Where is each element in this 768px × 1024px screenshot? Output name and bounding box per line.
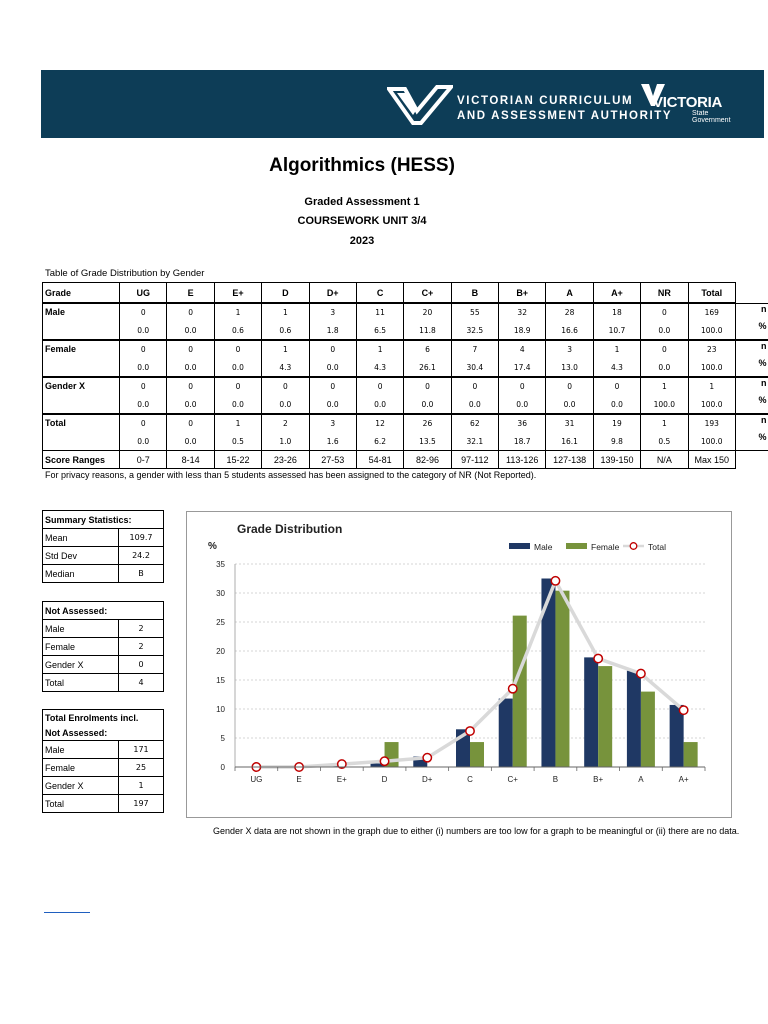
bar-female — [555, 591, 569, 767]
score-range-cell: 23-26 — [262, 451, 309, 469]
total-point — [423, 754, 431, 762]
privacy-note: For privacy reasons, a gender with less than 5 students assessed has been assigned to the category of NR (Not Reported). — [45, 470, 537, 480]
stat-label: Gender X — [43, 656, 119, 674]
count-cell: 0 — [214, 340, 261, 359]
stat-label: Median — [43, 565, 119, 583]
not-assessed-table — [42, 601, 164, 692]
count-cell: 1 — [356, 340, 403, 359]
count-cell: 0 — [451, 377, 498, 396]
stat-row — [43, 777, 164, 795]
chart-title: Grade Distribution — [237, 522, 343, 536]
summary-statistics-title: Summary Statistics: — [43, 511, 164, 529]
percent-cell: 1.6 — [309, 432, 356, 451]
count-cell: 0 — [499, 377, 546, 396]
stat-label: Male — [43, 620, 119, 638]
count-cell: 28 — [546, 303, 593, 322]
stat-value: 2 — [119, 638, 164, 656]
count-cell: 6 — [404, 340, 451, 359]
stat-row — [43, 547, 164, 565]
x-tick-label: C+ — [507, 775, 518, 784]
x-tick-label: B+ — [593, 775, 604, 784]
stat-value: 2 — [119, 620, 164, 638]
victoria-logo-sub — [692, 110, 731, 124]
percent-cell: 100.0 — [688, 395, 735, 414]
percent-cell: 13.5 — [404, 432, 451, 451]
legend-label: Male — [534, 542, 553, 552]
column-header: C+ — [404, 283, 451, 303]
percent-cell: 0.0 — [262, 395, 309, 414]
count-cell: 0 — [120, 303, 167, 322]
score-range-cell: 27-53 — [309, 451, 356, 469]
y-tick-label: 5 — [220, 734, 225, 743]
percent-cell: 11.8 — [404, 321, 451, 340]
stat-label: Total — [43, 795, 119, 813]
y-tick-label: 25 — [216, 618, 225, 627]
count-cell: 0 — [167, 340, 214, 359]
chart-y-label: % — [208, 541, 217, 552]
chart-note: Gender X data are not shown in the graph due to either (i) numbers are too low for a graph to be meaningful or (ii) there are no data. — [213, 826, 740, 836]
stat-label: Female — [43, 638, 119, 656]
count-cell: 3 — [309, 303, 356, 322]
percent-cell: 0.0 — [356, 395, 403, 414]
column-header: NR — [641, 283, 688, 303]
score-range-cell: 8-14 — [167, 451, 214, 469]
percent-cell: 0.0 — [309, 395, 356, 414]
x-tick-label: A — [638, 775, 644, 784]
count-cell: 0 — [593, 377, 640, 396]
x-tick-label: A+ — [678, 775, 689, 784]
stat-label: Gender X — [43, 777, 119, 795]
total-point — [637, 669, 645, 677]
bar-female — [598, 666, 612, 767]
stat-value: 4 — [119, 674, 164, 692]
stat-row — [43, 656, 164, 674]
row-sublabel: % — [43, 358, 768, 377]
percent-cell: 0.0 — [120, 395, 167, 414]
table-row — [43, 395, 736, 414]
count-cell: 169 — [688, 303, 735, 322]
percent-cell: 16.1 — [546, 432, 593, 451]
chart-legend — [509, 542, 666, 552]
count-cell: 11 — [356, 303, 403, 322]
count-cell: 0 — [214, 377, 261, 396]
stat-row — [43, 674, 164, 692]
x-tick-label: E — [296, 775, 302, 784]
count-cell: 20 — [404, 303, 451, 322]
row-label: Total — [43, 414, 101, 433]
percent-cell: 0.0 — [167, 321, 214, 340]
row-label: Male — [43, 303, 101, 322]
summary-statistics-table — [42, 510, 164, 583]
vcaa-logo-icon — [387, 85, 453, 125]
percent-cell: 32.1 — [451, 432, 498, 451]
count-cell: 62 — [451, 414, 498, 433]
table-caption: Table of Grade Distribution by Gender — [45, 268, 205, 279]
bar-female — [470, 742, 484, 767]
stat-value: 0 — [119, 656, 164, 674]
vcaa-name-line1: VICTORIAN CURRICULUM — [457, 95, 634, 107]
legend-label: Female — [591, 542, 620, 552]
score-range-cell: 15-22 — [214, 451, 261, 469]
percent-cell: 0.6 — [214, 321, 261, 340]
table-row — [43, 303, 736, 322]
y-tick-label: 10 — [216, 705, 225, 714]
count-cell: 0 — [309, 340, 356, 359]
x-tick-label: C — [467, 775, 473, 784]
count-cell: 1 — [688, 377, 735, 396]
percent-cell: 0.0 — [451, 395, 498, 414]
percent-cell: 100.0 — [688, 358, 735, 377]
victoria-logo-sub1: State — [692, 110, 709, 117]
legend-swatch-male — [509, 543, 530, 549]
count-cell: 1 — [593, 340, 640, 359]
percent-cell: 0.5 — [641, 432, 688, 451]
footer-link[interactable] — [44, 912, 90, 913]
stat-row — [43, 620, 164, 638]
total-point — [509, 685, 517, 693]
percent-cell: 100.0 — [641, 395, 688, 414]
percent-cell: 100.0 — [688, 432, 735, 451]
column-header: Total — [688, 283, 735, 303]
y-tick-label: 30 — [216, 589, 225, 598]
bar-male — [499, 699, 513, 767]
total-point — [380, 757, 388, 765]
column-header: E+ — [214, 283, 261, 303]
bar-female — [641, 692, 655, 767]
percent-cell: 0.0 — [167, 395, 214, 414]
percent-cell: 0.0 — [214, 395, 261, 414]
score-range-cell: 0-7 — [120, 451, 167, 469]
bar-male — [627, 671, 641, 767]
total-point — [594, 654, 602, 662]
column-header: UG — [120, 283, 167, 303]
x-tick-label: B — [552, 775, 559, 784]
bar-male — [584, 657, 598, 767]
bar-female — [684, 742, 698, 767]
count-cell: 0 — [309, 377, 356, 396]
count-cell: 0 — [356, 377, 403, 396]
total-enrolments-table — [42, 709, 164, 813]
percent-cell: 1.8 — [309, 321, 356, 340]
count-cell: 12 — [356, 414, 403, 433]
count-cell: 26 — [404, 414, 451, 433]
percent-cell: 0.0 — [120, 321, 167, 340]
stat-row — [43, 741, 164, 759]
unit-name: COURSEWORK UNIT 3/4 — [297, 215, 427, 227]
stat-label: Female — [43, 759, 119, 777]
percent-cell: 0.0 — [404, 395, 451, 414]
vcaa-name-line2: AND ASSESSMENT AUTHORITY — [457, 110, 673, 122]
count-cell: 32 — [499, 303, 546, 322]
score-range-cell: Max 150 — [688, 451, 735, 469]
row-sublabel: % — [43, 395, 768, 414]
percent-cell: 32.5 — [451, 321, 498, 340]
stat-row — [43, 529, 164, 547]
table-row — [43, 432, 736, 451]
x-tick-label: D — [381, 775, 388, 784]
column-header: D+ — [309, 283, 356, 303]
stat-value: 171 — [119, 741, 164, 759]
column-header: B+ — [499, 283, 546, 303]
count-cell: 1 — [641, 414, 688, 433]
count-cell: 19 — [593, 414, 640, 433]
percent-cell: 0.0 — [641, 321, 688, 340]
total-point — [466, 727, 474, 735]
count-cell: 18 — [593, 303, 640, 322]
row-sublabel: n — [43, 340, 768, 359]
percent-cell: 0.0 — [593, 395, 640, 414]
percent-cell: 0.0 — [546, 395, 593, 414]
count-cell: 0 — [546, 377, 593, 396]
stat-row — [43, 638, 164, 656]
count-cell: 0 — [167, 414, 214, 433]
percent-cell: 0.0 — [167, 432, 214, 451]
document-title: Algorithmics (HESS) — [269, 155, 455, 176]
percent-cell: 0.0 — [120, 432, 167, 451]
score-range-cell: 54-81 — [356, 451, 403, 469]
victoria-logo-text: VICTORIA — [653, 94, 722, 111]
stat-value: 109.7 — [119, 529, 164, 547]
table-header-row — [43, 283, 736, 303]
stat-label: Std Dev — [43, 547, 119, 565]
stat-value: 197 — [119, 795, 164, 813]
percent-cell: 4.3 — [262, 358, 309, 377]
count-cell: 55 — [451, 303, 498, 322]
percent-cell: 4.3 — [593, 358, 640, 377]
count-cell: 0 — [167, 303, 214, 322]
count-cell: 0 — [262, 377, 309, 396]
percent-cell: 9.8 — [593, 432, 640, 451]
victoria-logo-sub2: Government — [692, 117, 731, 124]
count-cell: 3 — [546, 340, 593, 359]
count-cell: 0 — [120, 340, 167, 359]
score-range-cell: 82-96 — [404, 451, 451, 469]
percent-cell: 16.6 — [546, 321, 593, 340]
total-point — [679, 706, 687, 714]
count-cell: 36 — [499, 414, 546, 433]
count-cell: 4 — [499, 340, 546, 359]
count-cell: 1 — [214, 414, 261, 433]
stat-value: 1 — [119, 777, 164, 795]
x-tick-label: E+ — [336, 775, 347, 784]
column-header: A — [546, 283, 593, 303]
total-enrolments-title-line2: Not Assessed: — [43, 725, 164, 741]
count-cell: 1 — [214, 303, 261, 322]
column-header: E — [167, 283, 214, 303]
y-tick-label: 20 — [216, 647, 225, 656]
not-assessed-title: Not Assessed: — [43, 602, 164, 620]
stat-row — [43, 795, 164, 813]
vcaa-name — [457, 94, 672, 124]
row-label: Gender X — [43, 377, 101, 396]
count-cell: 0 — [167, 377, 214, 396]
table-row — [43, 358, 736, 377]
legend-swatch-female — [566, 543, 587, 549]
row-sublabel: n — [43, 377, 768, 396]
score-ranges-row — [43, 451, 736, 469]
count-cell: 1 — [641, 377, 688, 396]
score-range-cell: 139-150 — [593, 451, 640, 469]
stat-label: Total — [43, 674, 119, 692]
percent-cell: 100.0 — [688, 321, 735, 340]
count-cell: 3 — [309, 414, 356, 433]
count-cell: 2 — [262, 414, 309, 433]
column-header: D — [262, 283, 309, 303]
score-range-cell: 127-138 — [546, 451, 593, 469]
table-row — [43, 340, 736, 359]
count-cell: 193 — [688, 414, 735, 433]
grade-distribution-table — [42, 282, 767, 469]
count-cell: 0 — [641, 340, 688, 359]
score-range-cell: 113-126 — [499, 451, 546, 469]
percent-cell: 1.0 — [262, 432, 309, 451]
count-cell: 0 — [120, 377, 167, 396]
column-header: B — [451, 283, 498, 303]
percent-cell: 0.5 — [214, 432, 261, 451]
header-banner — [41, 70, 764, 138]
y-tick-label: 0 — [220, 763, 225, 772]
count-cell: 31 — [546, 414, 593, 433]
total-enrolments-title-line1: Total Enrolments incl. — [43, 710, 164, 726]
score-range-cell: 97-112 — [451, 451, 498, 469]
total-point — [551, 577, 559, 585]
percent-cell: 0.0 — [309, 358, 356, 377]
stat-row — [43, 565, 164, 583]
y-tick-label: 35 — [216, 560, 225, 569]
count-cell: 7 — [451, 340, 498, 359]
legend-marker-total — [630, 543, 637, 550]
percent-cell: 6.5 — [356, 321, 403, 340]
percent-cell: 0.0 — [167, 358, 214, 377]
stat-label: Mean — [43, 529, 119, 547]
stat-row — [43, 759, 164, 777]
row-sublabel: n — [43, 414, 768, 433]
percent-cell: 0.0 — [499, 395, 546, 414]
count-cell: 0 — [120, 414, 167, 433]
percent-cell: 18.9 — [499, 321, 546, 340]
count-cell: 0 — [641, 303, 688, 322]
count-cell: 23 — [688, 340, 735, 359]
y-tick-label: 15 — [216, 676, 225, 685]
row-sublabel: % — [43, 432, 768, 451]
score-ranges-label: Score Ranges — [43, 451, 120, 469]
percent-cell: 0.0 — [120, 358, 167, 377]
column-header: A+ — [593, 283, 640, 303]
legend-label: Total — [648, 542, 666, 552]
year: 2023 — [349, 235, 375, 247]
count-cell: 1 — [262, 303, 309, 322]
stat-value: B — [119, 565, 164, 583]
stat-value: 24.2 — [119, 547, 164, 565]
percent-cell: 10.7 — [593, 321, 640, 340]
percent-cell: 26.1 — [404, 358, 451, 377]
row-sublabel: % — [43, 321, 768, 340]
table-row — [43, 321, 736, 340]
count-cell: 1 — [262, 340, 309, 359]
percent-cell: 4.3 — [356, 358, 403, 377]
score-range-cell: N/A — [641, 451, 688, 469]
percent-cell: 6.2 — [356, 432, 403, 451]
percent-cell: 0.0 — [641, 358, 688, 377]
table-row — [43, 414, 736, 433]
grade-distribution-chart — [186, 511, 732, 818]
percent-cell: 17.4 — [499, 358, 546, 377]
table-row — [43, 377, 736, 396]
row-label: Female — [43, 340, 101, 359]
percent-cell: 13.0 — [546, 358, 593, 377]
stat-label: Male — [43, 741, 119, 759]
percent-cell: 0.0 — [214, 358, 261, 377]
stat-value: 25 — [119, 759, 164, 777]
assessment-name: Graded Assessment 1 — [304, 196, 420, 208]
row-sublabel: n — [43, 303, 768, 322]
x-tick-label: UG — [250, 775, 263, 784]
count-cell: 0 — [404, 377, 451, 396]
percent-cell: 0.6 — [262, 321, 309, 340]
column-header: C — [356, 283, 403, 303]
percent-cell: 18.7 — [499, 432, 546, 451]
percent-cell: 30.4 — [451, 358, 498, 377]
x-tick-label: D+ — [422, 775, 433, 784]
grade-header: Grade — [43, 283, 120, 303]
chart-svg — [187, 512, 731, 817]
